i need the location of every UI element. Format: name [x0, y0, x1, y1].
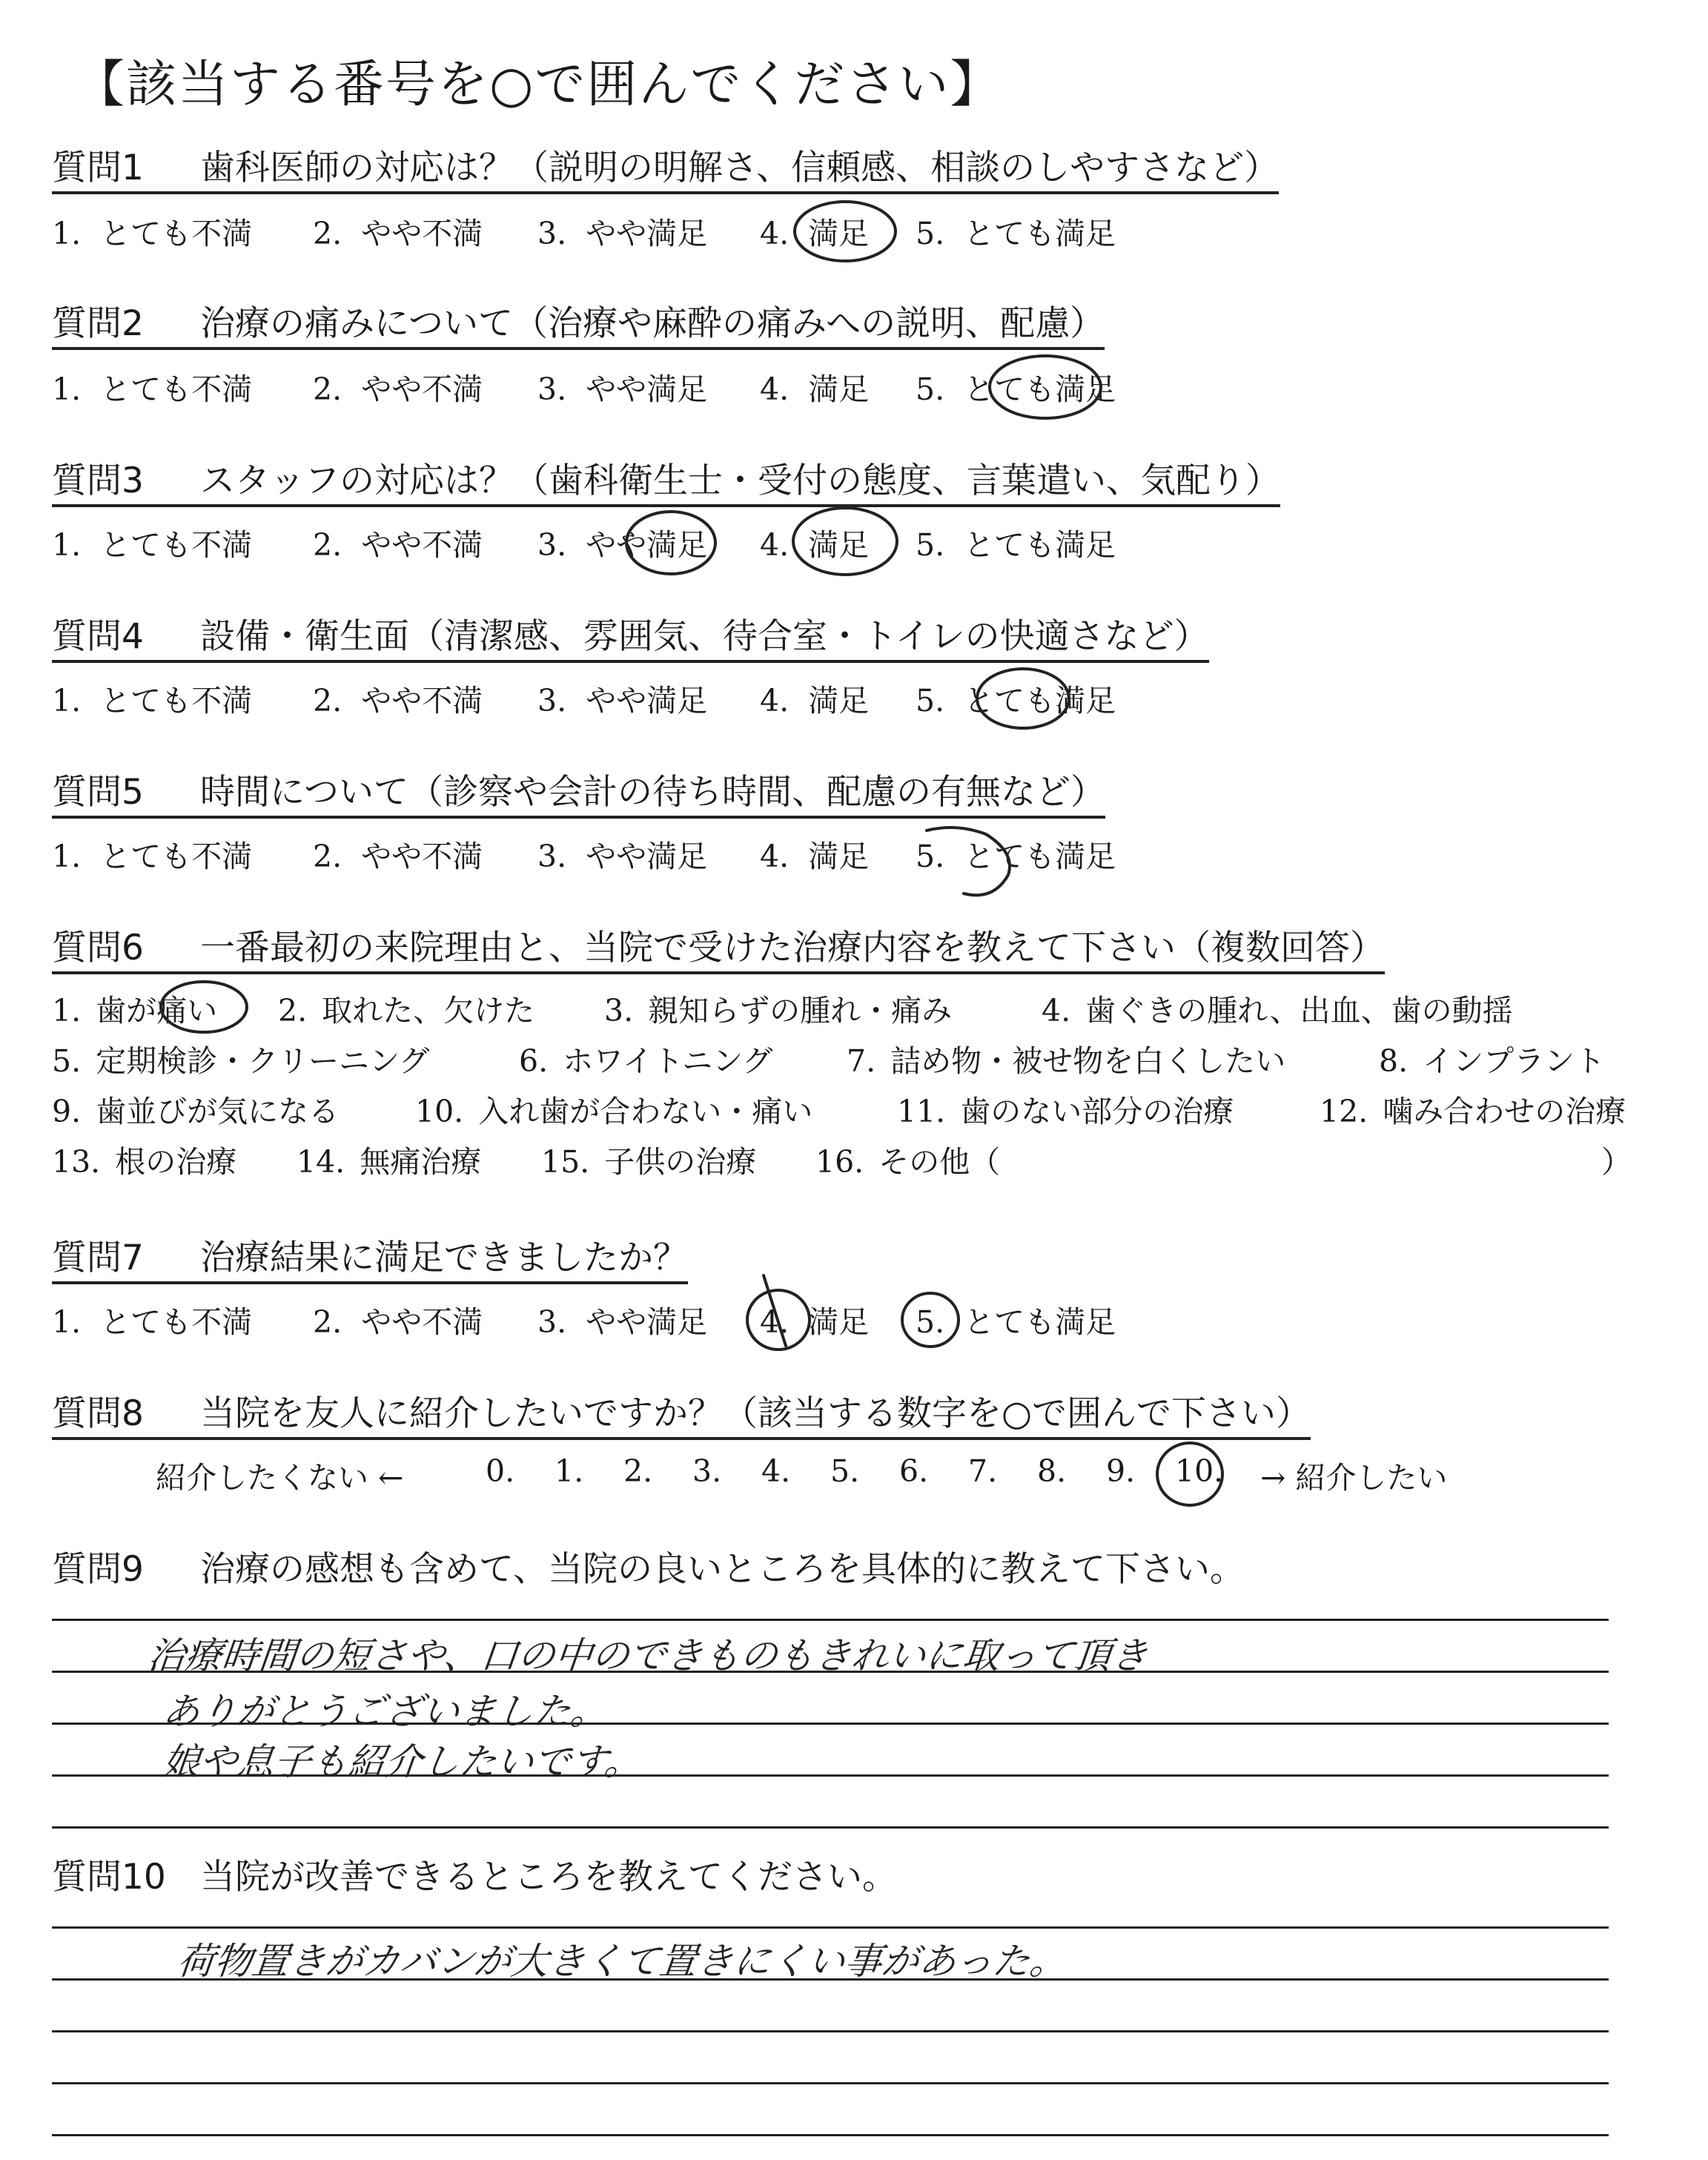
scale-4[interactable]: 4. [761, 1453, 791, 1489]
option-5[interactable]: 5. とても満足 [916, 839, 1116, 874]
option-4[interactable]: 4. 満足 [760, 1304, 870, 1340]
question-number: 質問10 [52, 1857, 166, 1898]
scale-8[interactable]: 8. [1037, 1453, 1067, 1489]
question-3-options [52, 521, 1683, 565]
scale-6[interactable]: 6. [899, 1453, 929, 1489]
option-2[interactable]: 2. やや不満 [313, 683, 483, 719]
answer-line [52, 2134, 1609, 2136]
option-2[interactable]: 2. やや不満 [313, 839, 483, 874]
option-1[interactable]: 1. とても不満 [52, 1304, 253, 1340]
option-1[interactable]: 1. とても不満 [52, 527, 253, 563]
question-number: 質問6 [52, 928, 144, 968]
question-text: 設備・衛生面（清潔感、雰囲気、待合室・トイレの快適さなど） [200, 616, 1209, 657]
option-4[interactable]: 4. 満足 [760, 527, 870, 563]
question-text: 歯科医師の対応は？（説明の明解さ、信頼感、相談のしやすさなど） [200, 148, 1280, 188]
question-text: 時間について（診察や会計の待ち時間、配慮の有無など） [200, 772, 1106, 813]
question-3-heading [52, 461, 1280, 507]
answer-line [52, 2082, 1609, 2084]
question-text: 治療の感想も含めて、当院の良いところを具体的に教えて下さい。 [200, 1549, 1245, 1590]
scale-7[interactable]: 7. [968, 1453, 998, 1489]
option-7[interactable]: 7. 詰め物・被せ物を白くしたい [847, 1043, 1286, 1079]
option-11[interactable]: 11. 歯のない部分の治療 [897, 1094, 1234, 1129]
question-text: 当院が改善できるところを教えてください。 [200, 1857, 897, 1898]
question-text: 一番最初の来院理由と、当院で受けた治療内容を教えて下さい（複数回答） [200, 928, 1385, 968]
question-1-options [52, 209, 1683, 254]
option-5[interactable]: 5. 定期検診・クリーニング [52, 1043, 430, 1079]
question-number: 質問3 [52, 460, 144, 501]
scale-10[interactable]: 10. [1175, 1453, 1224, 1489]
answer-line [52, 1926, 1609, 1929]
option-2[interactable]: 2. やや不満 [313, 1304, 483, 1340]
option-1[interactable]: 1. とても不満 [52, 371, 253, 407]
question-6-heading [52, 928, 1385, 974]
option-2[interactable]: 2. やや不満 [313, 371, 483, 407]
question-5-options [52, 832, 1683, 876]
option-2[interactable]: 2. やや不満 [313, 527, 483, 563]
option-4[interactable]: 4. 歯ぐきの腫れ、出血、歯の動揺 [1042, 993, 1513, 1028]
scale-9[interactable]: 9. [1106, 1453, 1136, 1489]
option-5[interactable]: 5. とても満足 [916, 371, 1116, 407]
option-1[interactable]: 1. とても不満 [52, 839, 253, 874]
question-7-options [52, 1298, 1683, 1342]
option-14[interactable]: 14. 無痛治療 [297, 1144, 482, 1180]
option-3[interactable]: 3. やや満足 [537, 527, 708, 563]
option-4[interactable]: 4. 満足 [760, 839, 870, 874]
scale-5[interactable]: 5. [830, 1453, 860, 1489]
option-4[interactable]: 4. 満足 [760, 371, 870, 407]
question-text: スタッフの対応は？（歯科衛生士・受付の態度、言葉遣い、気配り） [200, 460, 1280, 501]
option-6[interactable]: 6. ホワイトニング [519, 1043, 773, 1079]
question-text: 治療結果に満足できましたか？ [200, 1238, 688, 1278]
question-2-heading [52, 304, 1105, 350]
page-title: 【該当する番号を○で囲んでください】 [74, 56, 1002, 114]
handwritten-answer-line: 治療時間の短さや、口の中のできものもきれいに取って頂き [145, 1634, 1151, 1677]
option-3[interactable]: 3. やや満足 [537, 839, 708, 874]
question-text: 治療の痛みについて（治療や麻酔の痛みへの説明、配慮） [200, 303, 1105, 344]
scale-0[interactable]: 0. [486, 1453, 515, 1489]
scale-left-label: 紹介したくない ← [156, 1460, 404, 1496]
handwritten-answer-line: ありがとうございました。 [160, 1690, 610, 1733]
scale-2[interactable]: 2. [623, 1453, 653, 1489]
option-3[interactable]: 3. やや満足 [537, 1304, 708, 1340]
option-16[interactable]: 16. その他（ [815, 1144, 1001, 1180]
question-8-heading [52, 1394, 1311, 1440]
option-3[interactable]: 3. やや満足 [537, 371, 708, 407]
option-2[interactable]: 2. 取れた、欠けた [278, 993, 535, 1028]
option-3[interactable]: 3. やや満足 [537, 683, 708, 719]
answer-line [52, 1826, 1609, 1829]
option-5[interactable]: 5. とても満足 [916, 683, 1116, 719]
question-6-options-row-3 [52, 1087, 1683, 1129]
scale-right-label: → 紹介したい [1260, 1460, 1448, 1496]
option-3[interactable]: 3. やや満足 [537, 216, 708, 251]
option-1[interactable]: 1. とても不満 [52, 683, 253, 719]
question-number: 質問7 [52, 1238, 144, 1278]
option-4[interactable]: 4. 満足 [760, 216, 870, 251]
option-1[interactable]: 1. 歯が痛い [52, 993, 218, 1028]
question-6-options-row-1 [52, 986, 1683, 1028]
question-7-heading [52, 1238, 688, 1284]
option-2[interactable]: 2. やや不満 [313, 216, 483, 251]
question-9-heading [52, 1550, 1245, 1593]
option-12[interactable]: 12. 噛み合わせの治療 [1320, 1094, 1626, 1129]
handwritten-answer-line: 娘や息子も紹介したいです。 [160, 1740, 644, 1783]
answer-line [52, 1619, 1609, 1621]
option-8[interactable]: 8. インプラント [1379, 1043, 1606, 1079]
option-5[interactable]: 5. とても満足 [916, 527, 1116, 563]
question-number: 質問9 [52, 1549, 144, 1590]
option-13[interactable]: 13. 根の治療 [52, 1144, 237, 1180]
question-5-heading [52, 773, 1105, 819]
question-8-scale [52, 1453, 1683, 1498]
question-number: 質問1 [52, 148, 144, 188]
option-10[interactable]: 10. 入れ歯が合わない・痛い [415, 1094, 813, 1129]
other-close-paren: ） [1601, 1144, 1632, 1180]
question-1-heading [52, 148, 1279, 194]
question-6-options-row-4 [52, 1137, 1683, 1179]
question-4-heading [52, 617, 1209, 663]
question-6-options-row-2 [52, 1037, 1683, 1078]
question-2-options [52, 365, 1683, 409]
answer-line [52, 2030, 1609, 2032]
question-10-heading [52, 1857, 897, 1900]
option-1[interactable]: 1. とても不満 [52, 216, 253, 251]
option-5[interactable]: 5. とても満足 [916, 1304, 1116, 1340]
scale-3[interactable]: 3. [692, 1453, 722, 1489]
option-5[interactable]: 5. とても満足 [916, 216, 1116, 251]
question-number: 質問8 [52, 1393, 144, 1434]
handwritten-answer-line: 荷物置きがカバンが大きくて置きにくい事があった。 [175, 1940, 1070, 1983]
question-4-options [52, 676, 1683, 721]
question-number: 質問2 [52, 303, 144, 344]
scale-1[interactable]: 1. [555, 1453, 584, 1489]
option-3[interactable]: 3. 親知らずの腫れ・痛み [604, 993, 953, 1028]
question-text: 当院を友人に紹介したいですか？（該当する数字を○で囲んで下さい） [200, 1393, 1311, 1434]
question-number: 質問4 [52, 616, 144, 657]
option-15[interactable]: 15. 子供の治療 [541, 1144, 757, 1180]
option-9[interactable]: 9. 歯並びが気になる [52, 1094, 340, 1129]
question-number: 質問5 [52, 772, 144, 813]
option-4[interactable]: 4. 満足 [760, 683, 870, 719]
